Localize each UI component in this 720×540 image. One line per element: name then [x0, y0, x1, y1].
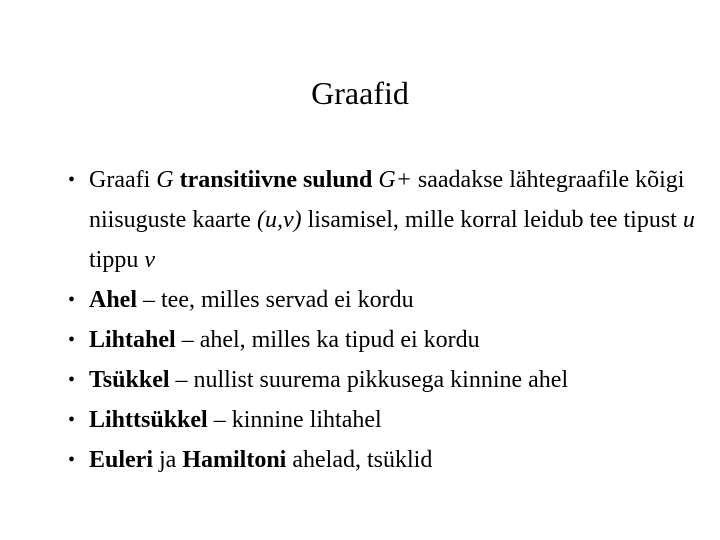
bullet-item	[60, 160, 700, 280]
text-run: ja	[153, 447, 183, 473]
bullet-item	[60, 280, 700, 320]
italic-symbol: u	[682, 207, 695, 233]
italic-symbol: v	[144, 247, 155, 273]
italic-symbol: G+	[378, 167, 412, 193]
bullet-text	[89, 367, 568, 393]
bullet-item	[60, 360, 700, 400]
bold-term: Lihttsükkel	[89, 407, 208, 433]
bullet-text	[89, 287, 414, 313]
bullet-text	[89, 167, 695, 273]
bold-term: Ahel	[89, 287, 137, 313]
bullet-item	[60, 320, 700, 360]
bullet-dot-icon: •	[68, 329, 76, 351]
bold-term: transitiivne sulund	[179, 167, 373, 193]
italic-symbol: G	[156, 167, 174, 193]
bullet-item	[60, 400, 700, 440]
text-run: – tee, milles servad ei kordu	[137, 287, 414, 313]
bold-term: Euleri	[89, 447, 153, 473]
bullet-item	[60, 440, 700, 480]
bold-term: Lihtahel	[89, 327, 176, 353]
text-run: – nullist suurema pikkusega kinnine ahel	[169, 367, 569, 393]
text-run: ahelad, tsüklid	[286, 447, 433, 473]
bullet-text	[89, 447, 432, 473]
bullet-list	[60, 160, 700, 480]
text-run: saadakse lähtegraafile kõigi niisuguste kaarte	[89, 167, 685, 233]
bullet-text	[89, 407, 382, 433]
slide-title: Graafid	[311, 75, 409, 111]
text-run: lisamisel, mille korral leidub tee tipust	[301, 207, 683, 233]
bullet-dot-icon: •	[68, 409, 76, 431]
text-run: Graafi	[89, 167, 157, 193]
bullet-dot-icon: •	[68, 169, 76, 191]
text-run: – kinnine lihtahel	[207, 407, 382, 433]
bullet-dot-icon: •	[68, 369, 76, 391]
bullet-dot-icon: •	[68, 289, 76, 311]
text-run: tippu	[89, 247, 145, 273]
bold-term: Tsükkel	[89, 367, 170, 393]
bold-term: Hamiltoni	[182, 447, 287, 473]
bullet-dot-icon: •	[68, 449, 76, 471]
bullet-text	[89, 327, 480, 353]
italic-symbol: (u,v)	[256, 207, 302, 233]
text-run: – ahel, milles ka tipud ei kordu	[175, 327, 480, 353]
